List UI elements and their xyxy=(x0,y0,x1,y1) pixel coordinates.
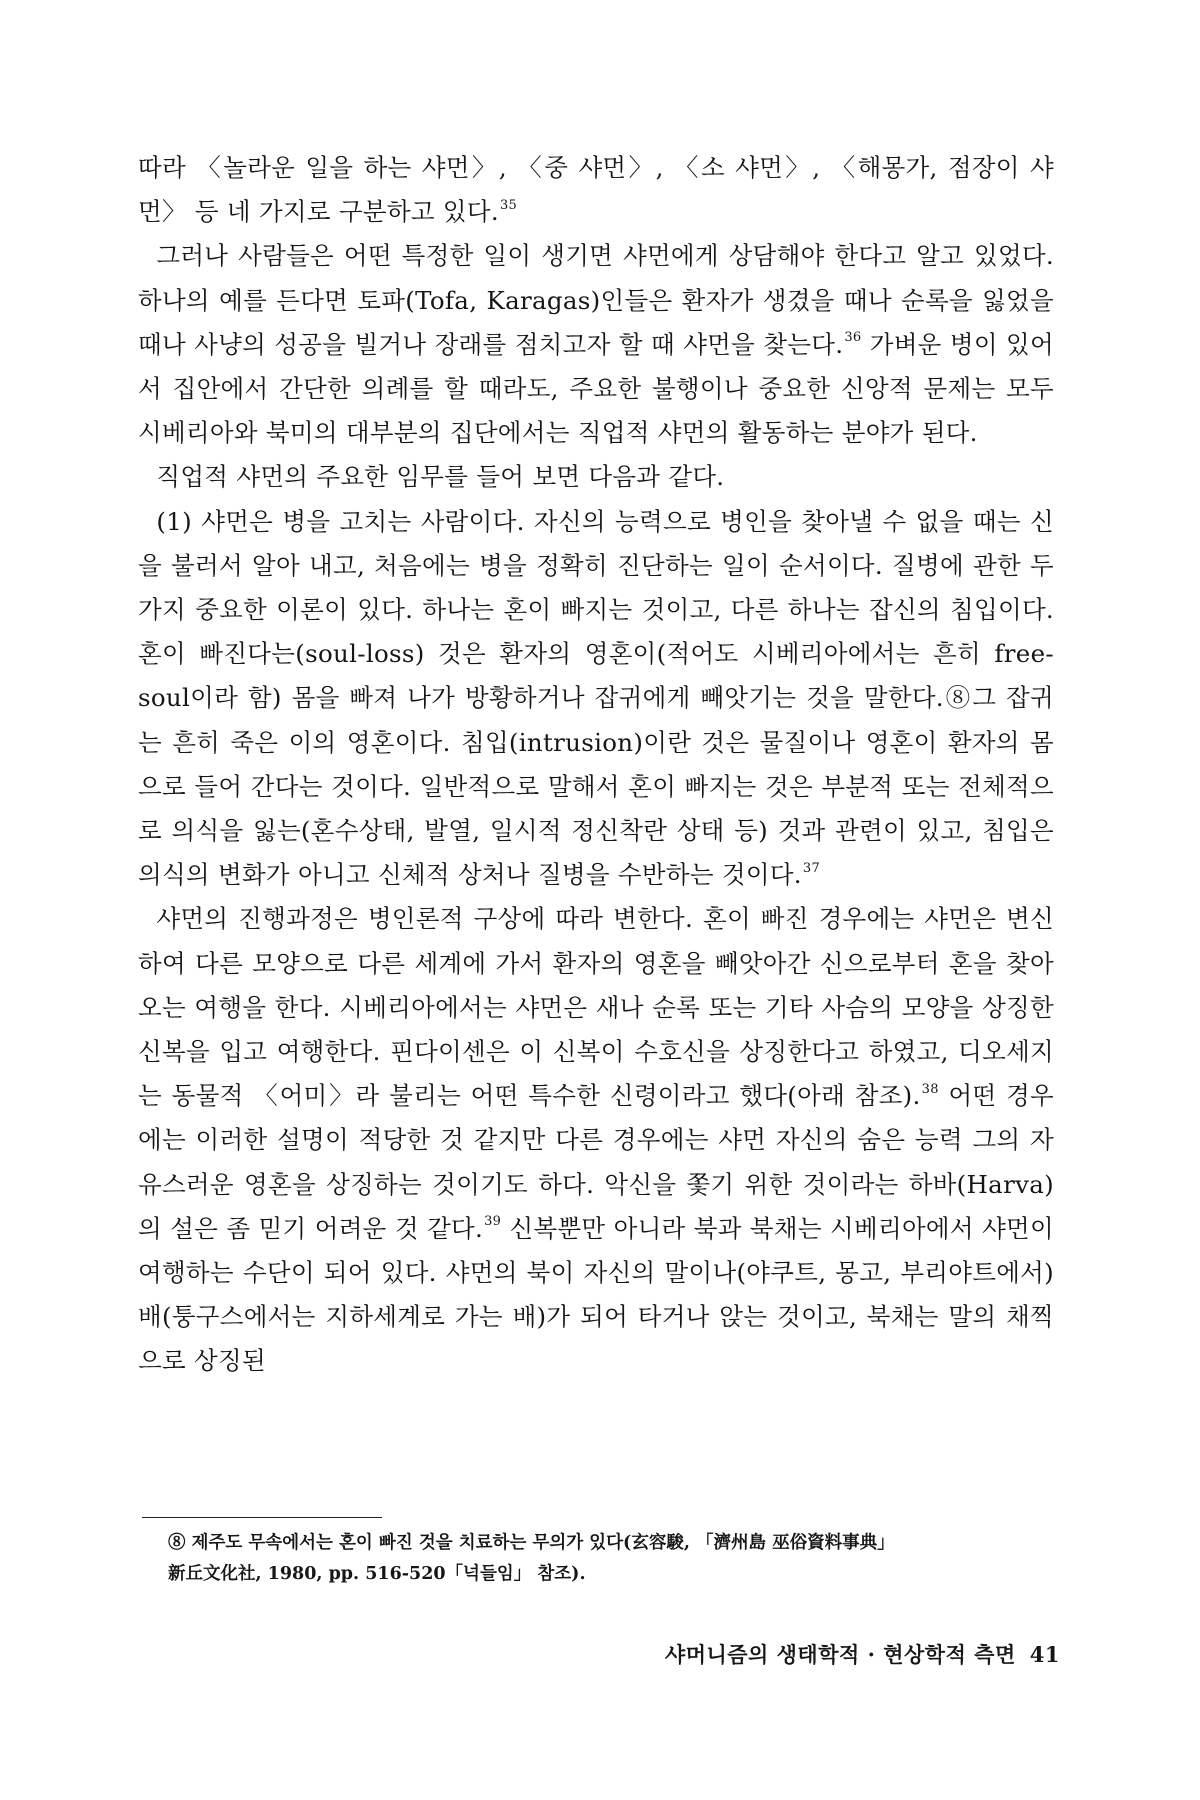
page-number: 41 xyxy=(1029,1642,1060,1667)
body-text xyxy=(138,146,1054,1384)
footnote-ref-36: 36 xyxy=(844,330,862,346)
footnote-ref-35: 35 xyxy=(499,197,518,213)
paragraph-4: (1) 샤먼은 병을 고치는 사람이다. 자신의 능력으로 병인을 찾아낼 수 없을 때는 신을 불러서 알아 내고, 처음에는 병을 정확히 진단하는 일이 순서이다. 질병에 관한 두 가지 중요한 이론이 있다. 하나는 혼이 빠지는 것이고, 다른 하나는 잡신의 침입이다. 혼이 빠진다는(soul-loss) 것은 환자의 영혼이(적어도 시베리아에서는 흔히 free-soul이라 함) 몸을 빠져 나가 방황하거나 잡귀에게 빼앗기는 것을 말한다.⑧그 잡귀는 흔히 죽은 이의 영혼이다. 침입(intrusion)이란 것은 물질이나 영혼이 환자의 몸으로 들어 간다는 것이다. 일반적으로 말해서 혼이 빠지는 것은 부분적 또는 전체적으로 의식을 잃는(혼수상태, 발열, 일시적 정신착란 상태 등) 것과 관련이 있고, 침입은 의식의 변화가 아니고 신체적 상처나 질병을 수반하는 것이다.$^{37}$ xyxy=(138,506,1054,890)
paragraph-3: 직업적 샤먼의 주요한 임무를 들어 보면 다음과 같다. xyxy=(156,462,725,492)
footnote-divider xyxy=(142,1517,382,1518)
footnote-ref-39: 39 xyxy=(484,1214,502,1230)
footnote xyxy=(168,1528,1068,1590)
footnote-line-2: 新丘文化社, 1980, pp. 516-520「넉들임」 참조). xyxy=(168,1564,586,1584)
footnote-ref-37: 37 xyxy=(802,860,821,876)
paragraph-2: 그러나 사람들은 어떤 특정한 일이 생기면 샤먼에게 상담해야 한다고 알고 있었다. 하나의 예를 든다면 토파(Tofa, Karagas)인들은 환자가 생겼을 때나 순록을 잃었을 때나 사냥의 성공을 빌거나 장래를 점치고자 할 때 샤먼을 찾는다.$^{36}$ 가벼운 병이 있어서 집안에서 간단한 의례를 할 때라도, 주요한 불행이나 중요한 신앙적 문제는 모두 시베리아와 북미의 대부분의 집단에서는 직업적 샤먼의 활동하는 분야가 된다. xyxy=(138,241,1054,448)
footnote-marker: ⑧ xyxy=(168,1533,186,1553)
footnote-ref-38: 38 xyxy=(921,1081,939,1097)
running-title: 샤머니즘의 생태학적 · 현상학적 측면 xyxy=(664,1642,1016,1667)
running-footer xyxy=(500,1639,1060,1669)
paragraph-5: 샤먼의 진행과정은 병인론적 구상에 따라 변한다. 혼이 빠진 경우에는 샤먼은 변신하여 다른 모양으로 다른 세계에 가서 환자의 영혼을 빼앗아간 신으로부터 혼을 찾아오는 여행을 한다. 시베리아에서는 샤먼은 새나 순록 또는 기타 사슴의 모양을 상징한 신복을 입고 여행한다. 핀다이센은 이 신복이 수호신을 상징한다고 하였고, 디오세지는 동물적 〈어미〉라 불리는 어떤 특수한 신령이라고 했다(아래 참조).$^{38}$ 어떤 경우에는 이러한 설명이 적당한 것 같지만 다른 경우에는 샤먼 자신의 숨은 능력 그의 자유스러운 영혼을 상징하는 것이기도 하다. 악신을 쫓기 위한 것이라는 하바(Harva)의 설은 좀 믿기 어려운 것 같다.$^{39}$ 신복뿐만 아니라 북과 북채는 시베리아에서 샤먼이 여행하는 수단이 되어 있다. 샤먼의 북이 자신의 말이나(야쿠트, 몽고, 부리야트에서) 배(퉁구스에서는 지하세계로 가는 배)가 되어 타거나 앉는 것이고, 북채는 말의 채찍으로 상징된 xyxy=(138,904,1055,1376)
footnote-line-1: ⑧ 제주도 무속에서는 혼이 빠진 것을 치료하는 무의가 있다(玄容駿, 「濟州島 巫俗資料事典」 xyxy=(168,1533,895,1553)
paragraph-1: 따라 〈놀라운 일을 하는 샤먼〉, 〈중 샤먼〉, 〈소 샤먼〉, 〈해몽가, 점장이 샤먼〉 등 네 가지로 구분하고 있다.$^{35}$ xyxy=(138,153,1054,227)
